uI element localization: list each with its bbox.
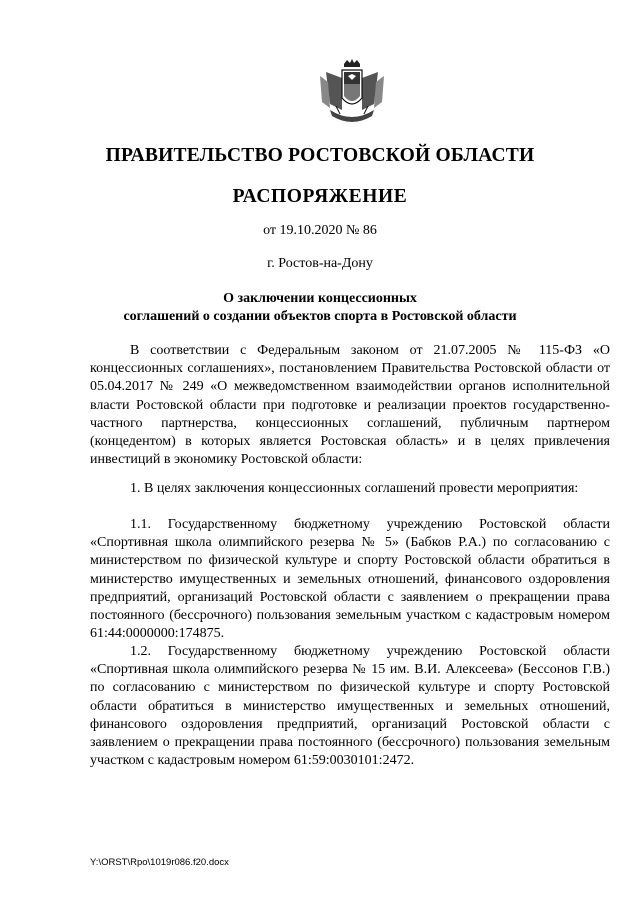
city-line: г. Ростов-на-Дону bbox=[267, 256, 373, 271]
item-1-2-block bbox=[90, 643, 610, 770]
item-1-1-block bbox=[90, 516, 610, 643]
subject-heading bbox=[0, 290, 640, 326]
coat-of-arms-icon bbox=[316, 58, 388, 128]
item-1-block bbox=[90, 480, 610, 498]
government-title: ПРАВИТЕЛЬСТВО РОСТОВСКОЙ ОБЛАСТИ bbox=[105, 145, 535, 166]
intro-paragraph-block bbox=[90, 342, 610, 469]
item-1-1-paragraph: 1.1. Государственному бюджетному учреждению Ростовской области «Спортивная школа олимпийского резерва № 5» (Бабков Р.А.) по согласованию с министерством по физической культуре и спорту Ростовской области обратиться в министерство имущественных и земельных отношений, финансового оздоровления предприятий, организаций Ростовской области с заявлением о прекращении права постоянного (бессрочного) пользования земельным участком с кадастровым номером 61:44:0000000:174875. bbox=[90, 517, 610, 642]
subject-line-1: О заключении концессионных bbox=[223, 291, 417, 306]
intro-paragraph: В соответствии с Федеральным законом от 21.07.2005 № 115-ФЗ «О концессионных соглашениях», постановлением Правительства Ростовской области от 05.04.2017 № 249 «О межведомственном взаимодействии органов исполнительной власти Ростовской области при подготовке и реализации проектов государственно-частного партнерства, концессионных соглашений, публичным партнером (концедентом) в которых является Ростовская область» и в целях привлечения инвестиций в экономику Ростовской области: bbox=[90, 343, 610, 468]
item-1-2-paragraph: 1.2. Государственному бюджетному учреждению Ростовской области «Спортивная школа олимпийского резерва № 15 им. В.И. Алексеева» (Бессонов Г.В.) по согласованию с министерством по физической культуре и спорту Ростовской области обратиться в министерство имущественных и земельных отношений, финансового оздоровления предприятий, организаций Ростовской области с заявлением о прекращении права постоянного (бессрочного) пользования земельным участком с кадастровым номером 61:59:0030101:2472. bbox=[90, 644, 610, 769]
subject-line-2: соглашений о создании объектов спорта в Ростовской области bbox=[123, 309, 517, 324]
footer-file-path: Y:\ORST\Rpo\1019r086.f20.docx bbox=[90, 857, 229, 868]
document-type-heading: РАСПОРЯЖЕНИЕ bbox=[232, 186, 408, 207]
date-number: от 19.10.2020 № 86 bbox=[263, 223, 377, 238]
item-1-paragraph: 1. В целях заключения концессионных соглашений провести мероприятия: bbox=[130, 481, 579, 496]
